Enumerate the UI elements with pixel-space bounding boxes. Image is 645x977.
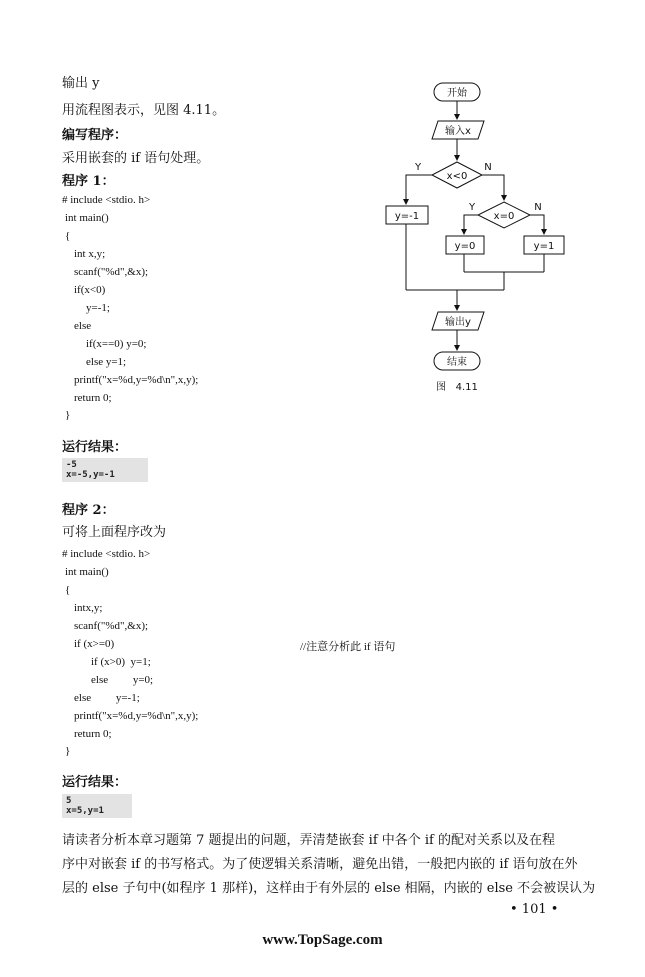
code-line: scanf("%d",&x); xyxy=(74,620,149,632)
code-line: printf("x=%d,y=%d\n",x,y); xyxy=(74,374,199,386)
closing-paragraph xyxy=(62,829,595,901)
page-number: • 101 • xyxy=(510,902,559,917)
code-line: else y=-1; xyxy=(74,692,140,704)
figure-caption: 图 4.11 xyxy=(436,382,478,393)
code-line: int main() xyxy=(65,566,109,578)
code-line: return 0; xyxy=(74,392,112,404)
code-line: if(x<0) xyxy=(74,284,106,296)
program1-heading: 程序 1： xyxy=(62,174,115,189)
flow-assign-neg-label: y=-1 xyxy=(394,211,420,222)
footer-url: www.TopSage.com xyxy=(262,932,383,948)
code-line: printf("x=%d,y=%d\n",x,y); xyxy=(74,710,199,722)
method-line: 采用嵌套的 if 语句处理。 xyxy=(62,151,210,166)
code-line: } xyxy=(65,409,71,421)
program1-output-screenshot xyxy=(62,458,148,482)
code-line: # include <stdio. h> xyxy=(62,194,151,206)
code-line: if(x==0) y=0; xyxy=(86,338,147,350)
write-program-heading: 编写程序： xyxy=(62,128,128,143)
flow-yes-label: Y xyxy=(414,162,422,173)
flow-cond2-label: x=0 xyxy=(493,211,515,222)
code-line: int x,y; xyxy=(74,248,106,260)
program2-result-heading: 运行结果： xyxy=(62,775,128,790)
flowchart-reference: 用流程图表示，见图 4.11。 xyxy=(62,103,226,118)
code-line: { xyxy=(65,230,71,242)
flow-start-label: 开始 xyxy=(447,88,467,99)
code-line: y=-1; xyxy=(86,302,110,314)
flow-cond1-label: x<0 xyxy=(446,171,468,182)
code-line: { xyxy=(65,584,71,596)
paragraph-line: 请读者分析本章习题第 7 题提出的问题，弄清楚嵌套 if 中各个 if 的配对关系以及在程 xyxy=(62,833,556,848)
code-line: if (x>=0) xyxy=(74,638,115,650)
flow-assign-zero-label: y=0 xyxy=(454,241,476,252)
paragraph-line: 序中对嵌套 if 的书写格式。为了使逻辑关系清晰，避免出错，一般把内嵌的 if 语句放在外 xyxy=(62,857,578,872)
code-line: else y=0; xyxy=(91,674,154,686)
output-line: x=-5,y=-1 xyxy=(66,470,115,480)
program2-heading: 程序 2： xyxy=(62,503,115,518)
code-line: # include <stdio. h> xyxy=(62,548,151,560)
program2-intro: 可将上面程序改为 xyxy=(62,525,167,540)
output-y-line: 输出 y xyxy=(62,76,100,91)
code-line: intx,y; xyxy=(74,602,103,614)
flow-assign-one-label: y=1 xyxy=(533,241,555,252)
flow-input-label: 输入x xyxy=(445,126,471,137)
code-line: else xyxy=(74,320,92,332)
flowchart xyxy=(372,72,582,400)
code-line: scanf("%d",&x); xyxy=(74,266,149,278)
code-comment: //注意分析此 if 语句 xyxy=(300,641,396,653)
code-line: int main() xyxy=(65,212,109,224)
code-line: } xyxy=(65,745,71,757)
program1-result-heading: 运行结果： xyxy=(62,440,128,455)
output-line: -5 xyxy=(66,460,77,470)
paragraph-line: 层的 else 子句中(如程序 1 那样)，这样由于有外层的 else 相隔，内嵌的 else 不会被误认为 xyxy=(62,881,596,896)
flow-end-label: 结束 xyxy=(447,357,467,368)
code-line: return 0; xyxy=(74,728,112,740)
output-line: x=5,y=1 xyxy=(66,806,104,816)
flow-no-label: N xyxy=(534,202,542,213)
output-line: 5 xyxy=(66,796,72,806)
code-line: else y=1; xyxy=(86,356,127,368)
code-line: if (x>0) y=1; xyxy=(91,656,151,668)
flow-no-label: N xyxy=(484,162,492,173)
flow-yes-label: Y xyxy=(468,202,476,213)
flow-output-label: 输出y xyxy=(445,317,471,328)
program2-output-screenshot xyxy=(62,794,132,818)
